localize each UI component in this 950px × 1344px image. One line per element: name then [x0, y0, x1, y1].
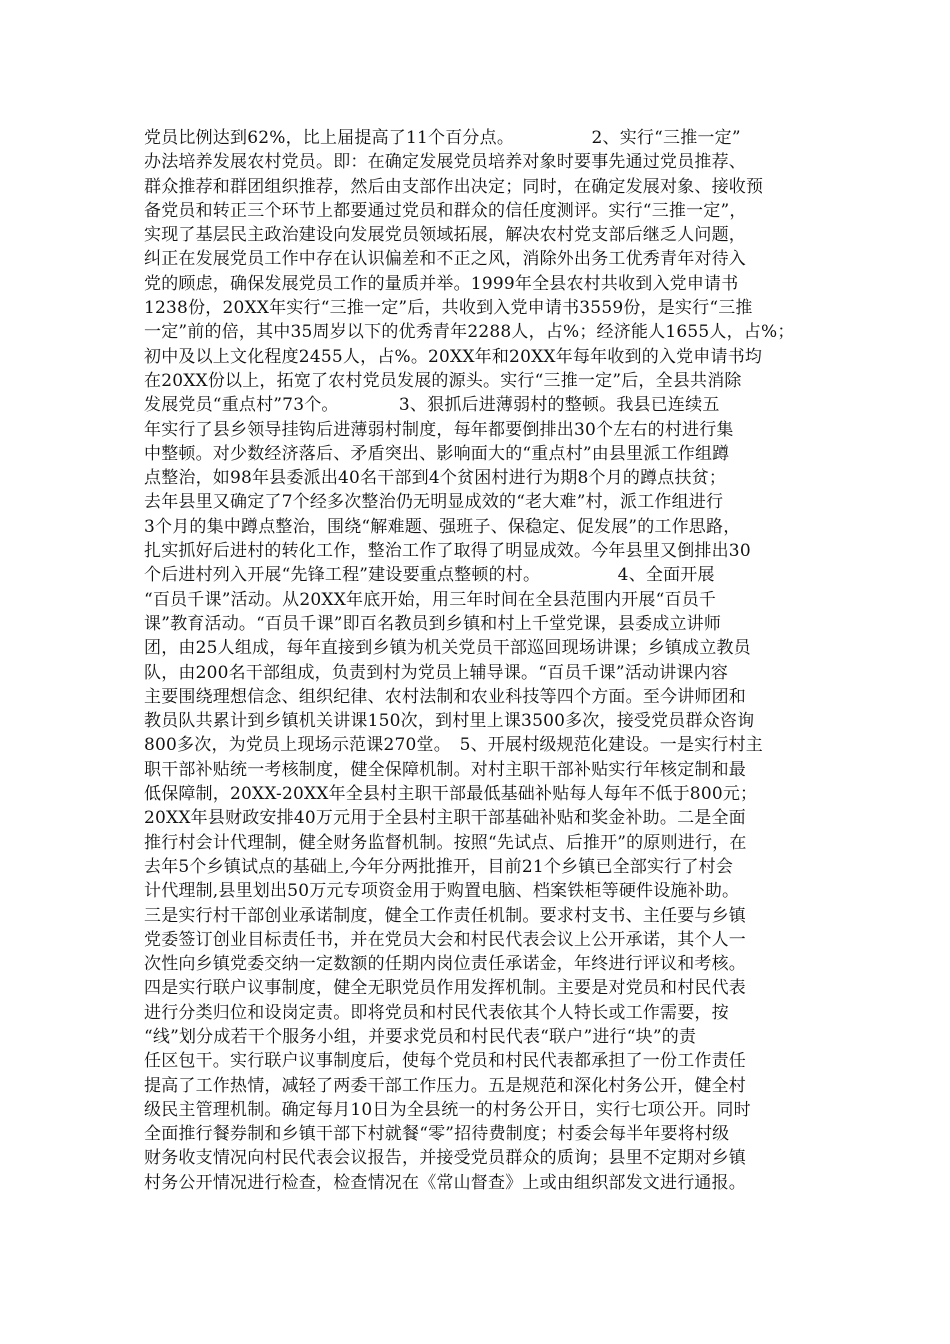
text-line: 点整治，如98年县委派出40名干部到4个贫困村进行为期8个月的蹲点扶贫； [144, 468, 727, 489]
text-line: 党的顾虑，确保发展党员工作的量质并举。1999年全县农村共收到入党申请书 [144, 273, 739, 294]
text-line: “百员千课”活动。从20XX年底开始，用三年时间在全县范围内开展“百员千 [144, 589, 717, 610]
text-line: 去年县里又确定了7个经多次整治仍无明显成效的“老大难”村，派工作组进行 [144, 492, 724, 513]
text-line: 级民主管理机制。确定每月10日为全县统一的村务公开日，实行七项公开。同时 [144, 1099, 751, 1120]
text-line: 全面推行餐券制和乡镇干部下村就餐“零”招待费制度；村委会每半年要将村级 [144, 1124, 730, 1145]
text-line: 800多次，为党员上现场示范课270堂。 5、开展村级规范化建设。一是实行村主 [144, 735, 764, 756]
text-line: 计代理制,县里划出50万元专项资金用于购置电脑、档案铁柜等硬件设施补助。 [144, 881, 740, 902]
text-line: 中整顿。对少数经济落后、矛盾突出、影响面大的“重点村”由县里派工作组蹲 [144, 443, 730, 464]
text-line: 20XX年县财政安排40万元用于全县村主职干部基础补贴和奖金补助。二是全面 [144, 808, 746, 829]
text-line: 群众推荐和群团组织推荐，然后由支部作出决定；同时，在确定发展对象、接收预 [144, 176, 764, 197]
text-line: 党委签订创业目标责任书，并在党员大会和村民代表会议上公开承诺，其个人一 [144, 929, 746, 950]
text-line: 三是实行村干部创业承诺制度，健全工作责任机制。要求村支书、主任要与乡镇 [144, 905, 746, 926]
body-text [144, 126, 814, 1195]
text-line: 团，由25人组成，每年直接到乡镇为机关党员干部巡回现场讲课；乡镇成立教员 [144, 638, 751, 659]
text-line: 年实行了县乡领导挂钩后进薄弱村制度，每年都要倒排出30个左右的村进行集 [144, 419, 734, 440]
text-line: 进行分类归位和设岗定责。即将党员和村民代表依其个人特长或工作需要，按 [144, 1002, 729, 1023]
text-line: 教员队共累计到乡镇机关讲课150次，到村里上课3500多次，接受党员群众咨询 [144, 711, 755, 732]
text-line: “线”划分成若干个服务小组，并要求党员和村民代表“联户”进行“块”的责 [144, 1026, 697, 1047]
text-line: 发展党员“重点村”73个。 3、狠抓后进薄弱村的整顿。我县已连续五 [144, 395, 720, 416]
text-line: 财务收支情况向村民代表会议报告，并接受党员群众的质询；县里不定期对乡镇 [144, 1148, 746, 1169]
text-line: 低保障制，20XX-20XX年全县村主职干部最低基础补贴每人每年不低于800元； [144, 784, 758, 805]
text-line: 队，由200名干部组成，负责到村为党员上辅导课。“百员千课”活动讲课内容 [144, 662, 729, 683]
text-line: 党员比例达到62%，比上届提高了11个百分点。 2、实行“三推一定” [144, 128, 741, 148]
text-line: 纠正在发展党员工作中存在认识偏差和不正之风，消除外出务工优秀青年对待入 [144, 249, 746, 270]
text-line: 推行村会计代理制，健全财务监督机制。按照“先试点、后推开”的原则进行，在 [144, 832, 747, 853]
text-line: 一定”前的倍，其中35周岁以下的优秀青年2288人，占%；经济能人1655人，占%； [144, 322, 795, 343]
text-line: 四是实行联户议事制度，健全无职党员作用发挥机制。主要是对党员和村民代表 [144, 978, 746, 999]
text-line: 去年5个乡镇试点的基础上,今年分两批推开，目前21个乡镇已全部实行了村会 [144, 856, 734, 877]
text-line: 个后进村列入开展“先锋工程”建设要重点整顿的村。 4、全面开展 [144, 565, 715, 586]
text-line: 职干部补贴统一考核制度，健全保障机制。对村主职干部补贴实行年核定制和最 [144, 759, 746, 780]
text-line: 村务公开情况进行检查，检查情况在《常山督查》上或由组织部发文进行通报。 [144, 1172, 746, 1193]
text-line: 主要围绕理想信念、组织纪律、农村法制和农业科技等四个方面。至今讲师团和 [144, 686, 746, 707]
text-line: 任区包干。实行联户议事制度后，使每个党员和村民代表都承担了一份工作责任 [144, 1051, 746, 1072]
text-line: 提高了工作热情，减轻了两委干部工作压力。五是规范和深化村务公开，健全村 [144, 1075, 746, 1096]
text-line: 3个月的集中蹲点整治，围绕“解难题、强班子、保稳定、促发展”的工作思路， [144, 516, 741, 537]
text-line: 实现了基层民主政治建设向发展党员领域拓展，解决农村党支部后继乏人问题， [144, 225, 746, 246]
text-line: 办法培养发展农村党员。即：在确定发展党员培养对象时要事先通过党员推荐、 [144, 152, 746, 173]
text-line: 1238份，20XX年实行“三推一定”后，共收到入党申请书3559份，是实行“三推 [144, 298, 753, 319]
text-line: 初中及以上文化程度2455人，占%。20XX年和20XX年每年收到的入党申请书均 [144, 346, 763, 367]
text-line: 次性向乡镇党委交纳一定数额的任期内岗位责任承诺金，年终进行评议和考核。 [144, 954, 746, 975]
text-line: 备党员和转正三个环节上都要通过党员和群众的信任度测评。实行“三推一定”， [144, 200, 747, 221]
text-line: 扎实抓好后进村的转化工作，整治工作了取得了明显成效。今年县里又倒排出30 [144, 541, 751, 562]
text-line: 课”教育活动。“百员千课”即百名教员到乡镇和村上千堂党课，县委成立讲师 [144, 613, 722, 634]
text-line: 在20XX份以上，拓宽了农村党员发展的源头。实行“三推一定”后，全县共消除 [144, 370, 742, 391]
